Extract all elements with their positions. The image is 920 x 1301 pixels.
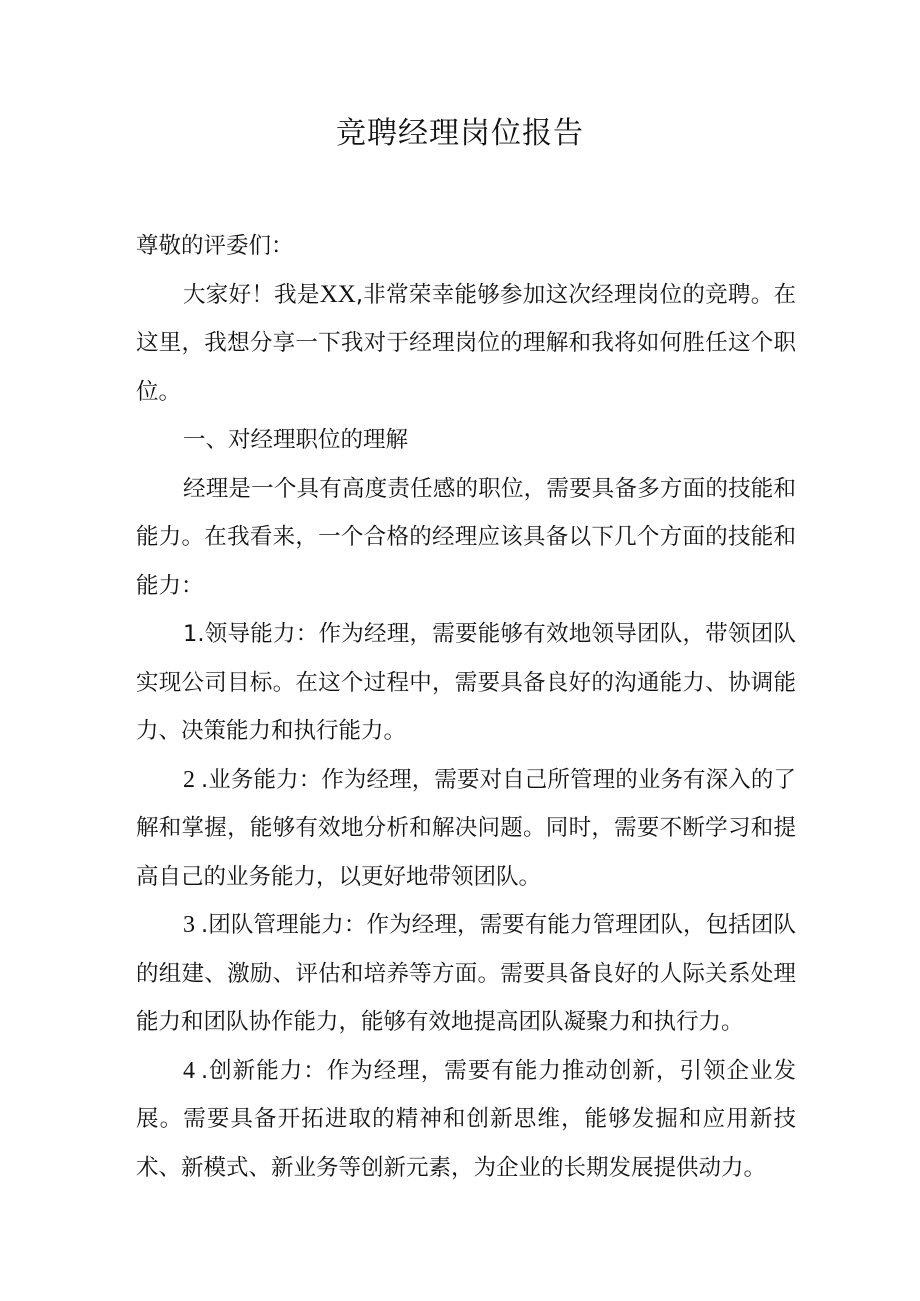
list-item-3-text: .团队管理能力：作为经理，需要有能力管理团队，包括团队的组建、激励、评估和培养等方面。需要具备良好的人际关系处理能力和团队协作能力，能够有效地提高团队凝聚力和执行力。 [136, 912, 796, 1035]
section-paragraph: 经理是一个具有高度责任感的职位，需要具备多方面的技能和能力。在我看来，一个合格的经理应该具备以下几个方面的技能和能力： [136, 475, 796, 599]
list-item-4 [136, 1047, 796, 1193]
list-item-4-number: 4 [183, 1057, 195, 1084]
intro-after: ,非常荣幸能够参加这次经理岗位的竞聘。在这里，我想分享一下我对于经理岗位的理解和我将如何胜任这个职位。 [136, 281, 796, 405]
intro-before: 大家好！我是 [183, 281, 320, 308]
section-heading: 一、对经理职位的理解 [183, 427, 409, 453]
list-item-2-number: 2 [183, 766, 195, 793]
list-item-2-text: .业务能力：作为经理，需要对自己所管理的业务有深入的了解和掌握，能够有效地分析和解决问题。同时，需要不断学习和提高自己的业务能力，以更好地带领团队。 [136, 766, 796, 890]
list-item-3-number: 3 [183, 912, 195, 938]
intro-name: XX [319, 280, 356, 308]
document-title: 竞聘经理岗位报告 [336, 116, 584, 151]
list-item-1 [136, 610, 796, 756]
list-item-4-text: .创新能力：作为经理，需要有能力推动创新，引领企业发展。需要具备开拓进取的精神和创新思维，能够发掘和应用新技术、新模式、新业务等创新元素，为企业的长期发展提供动力。 [136, 1057, 796, 1181]
document-body [136, 222, 796, 1192]
list-item-1-text: 1.领导能力：作为经理，需要能够有效地领导团队，带领团队实现公司目标。在这个过程中，需要具备良好的沟通能力、协调能力、决策能力和执行能力。 [136, 621, 796, 744]
list-item-3 [136, 901, 796, 1047]
list-item-2 [136, 756, 796, 902]
intro-paragraph [136, 271, 796, 417]
salutation: 尊敬的评委们： [136, 233, 294, 259]
